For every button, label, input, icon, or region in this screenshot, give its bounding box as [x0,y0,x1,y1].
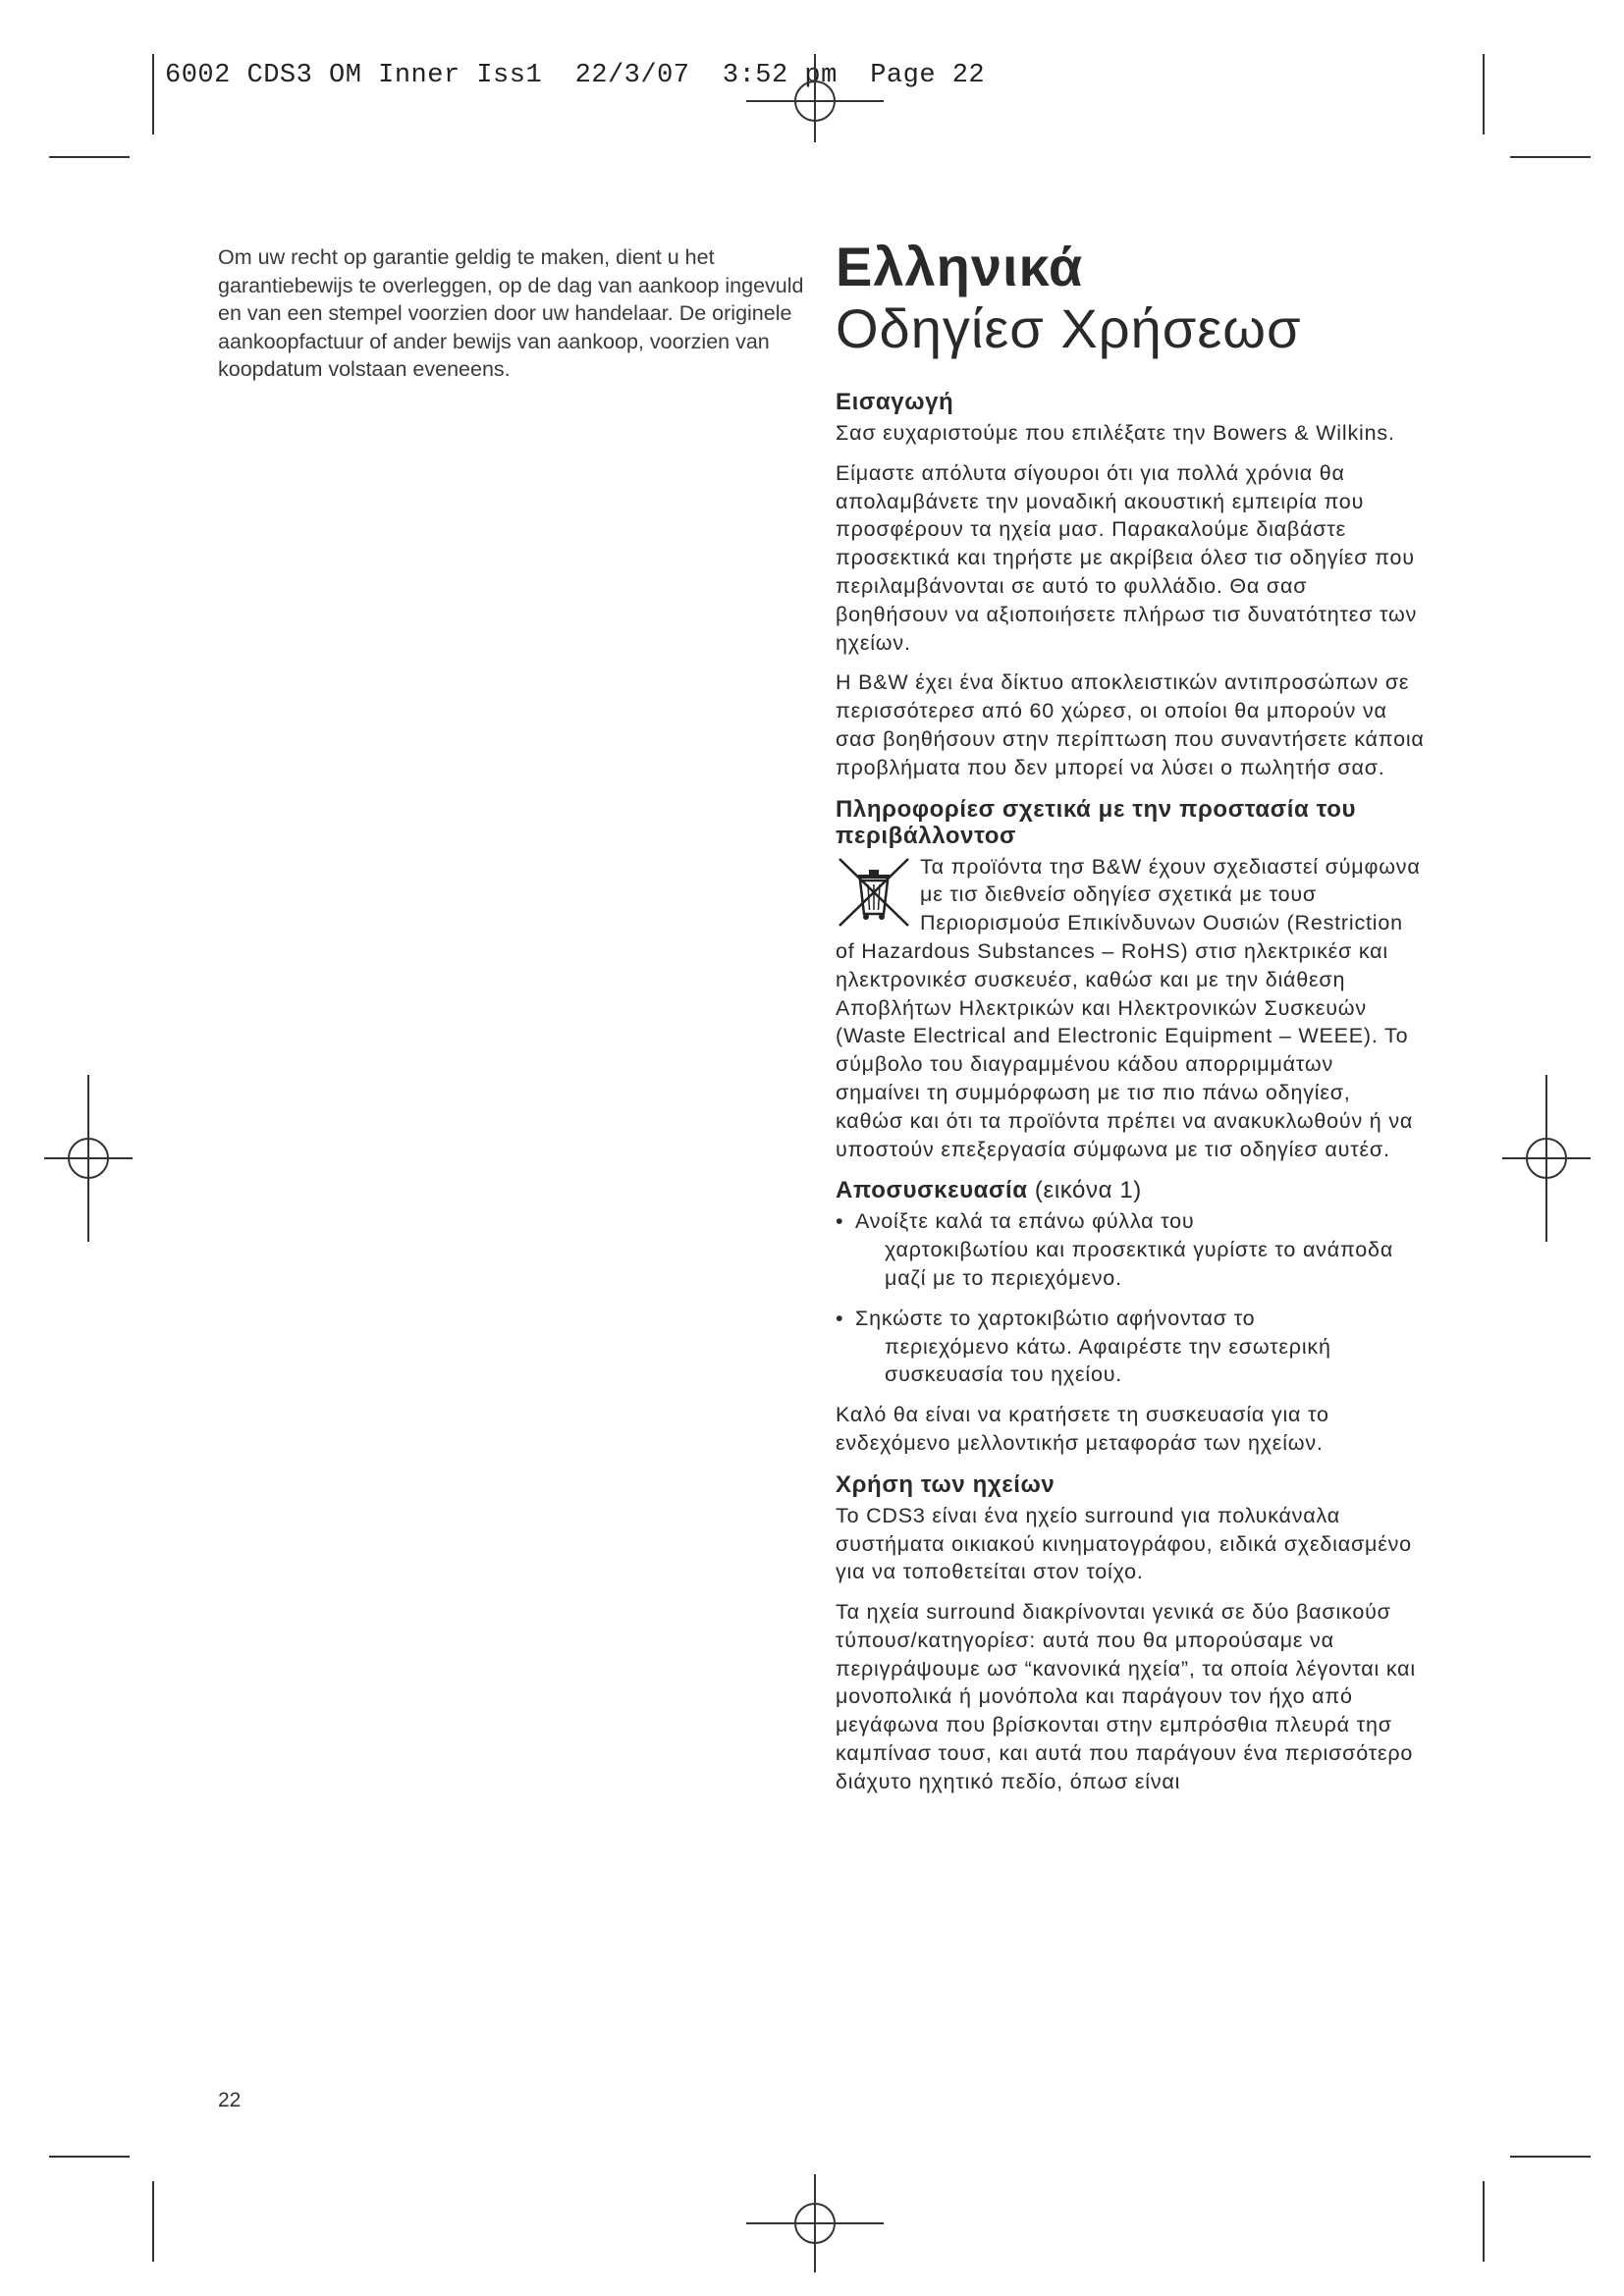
bullet-dot: • [836,1306,844,1330]
crop-mark-top-right-horizontal [1510,156,1591,158]
printer-slug: 6002 CDS3 OM Inner Iss1 22/3/07 3:52 pm Page 22 [165,61,986,90]
crop-mark-bottom-left-vertical [152,2181,154,2262]
environment-paragraph [836,853,1425,1164]
page-number: 22 [218,2089,242,2111]
list-item [836,1207,1425,1292]
crop-mark-bottom-right-horizontal [1510,2156,1591,2158]
bullet-dot: • [836,1209,844,1234]
usage-heading: Χρήση των ηχείων [836,1470,1056,1498]
list-item [836,1305,1425,1389]
weee-crossed-bin-icon [836,855,912,930]
intro-section [836,389,1425,782]
unpacking-paragraph: Καλό θα είναι να κρατήσετε τη συσκευασία για το ενδεχόμενο μελλοντικήσ μεταφοράσ των ηχείων. [836,1403,1329,1455]
manual-subtitle: Οδηγίεσ Χρήσεωσ [836,297,1302,359]
crop-mark-top-left-vertical [152,54,154,134]
intro-paragraph-1: Σασ ευχαριστούμε που επιλέξατε την Bowers & Wilkins. [836,421,1395,445]
registration-mark-right [1502,1075,1591,1242]
registration-mark-top [727,54,903,142]
usage-section [836,1471,1425,1796]
environment-section [836,796,1425,1164]
crop-mark-bottom-right-vertical [1483,2181,1485,2262]
crop-mark-top-right-vertical [1483,54,1485,134]
crop-mark-bottom-left-horizontal [49,2156,130,2158]
usage-paragraph-2: Τα ηχεία surround διακρίνονται γενικά σε δύο βασικούσ τύπουσ/κατηγορίεσ: αυτά που θα μπορούσαμε να περιγράψουμε ωσ “κανονικά ηχεία”, τα οποία λέγονται και μονοπολικά ή μονόπολα και παράγουν τον ήχο από μεγάφωνα που βρίσκονται στην εμπρόσθια πλευρά τησ καμπίνασ τουσ, και αυτά που παράγουν ένα περισσότερο διάχυτο ηχητικό πεδίο, όπωσ είναι [836,1600,1416,1793]
unpacking-heading: Αποσυσκευασία [836,1177,1028,1204]
crop-mark-top-left-horizontal [49,156,130,158]
registration-mark-bottom [727,2174,903,2272]
intro-paragraph-2: Είμαστε απόλυτα σίγουροι ότι για πολλά χρόνια θα απολαμβάνετε την μοναδική ακουστική εμπειρία που προσφέρουν τα ηχεία μασ. Παρακαλούμε διαβάστε προσεκτικά και τηρήστε με ακρίβεια όλεσ τισ οδηγίεσ που περιλαμβάνονται σε αυτό το φυλλάδιο. Θα σασ βοηθήσουν να αξιοποιήσετε πλήρωσ τισ δυνατότητεσ των ηχείων. [836,460,1418,655]
list-item-text-first: Ανοίξτε καλά τα επάνω φύλλα του [855,1209,1195,1234]
environment-heading: Πληροφορίεσ σχετικά με την προστασία του περιβάλλοντοσ [836,795,1357,849]
registration-mark-left [44,1075,133,1242]
list-item-text-first: Σηκώστε το χαρτοκιβώτιο αφήνοντασ το [855,1306,1256,1330]
unpacking-heading-line [836,1177,1425,1203]
right-column [836,236,1425,1808]
usage-paragraph-1: Το CDS3 είναι ένα ηχείο surround για πολυκάναλα συστήματα οικιακού κινηματογράφου, ειδικά σχεδιασμένο για να τοποθετείται στον τοίχο. [836,1503,1412,1584]
warranty-paragraph: Om uw recht op garantie geldig te maken, dient u het garantiebewijs te overleggen, op de dag van aankoop ingevuld en van een stempel voorzien door uw handelaar. De originele aankoopfactuur of ander bewijs van aankoop, voorzien van koopdatum volstaan eveneens. [218,245,804,381]
intro-paragraph-3: Η B&W έχει ένα δίκτυο αποκλειστικών αντιπροσώπων σε περισσότερεσ από 60 χώρεσ, οι οποίοι θα μπορούν να σασ βοηθήσουν στην περίπτωση που συναντήσετε κάποια προβλήματα που δεν μπορεί να λύσει ο πωλητήσ σασ. [836,670,1425,779]
unpacking-section [836,1177,1425,1457]
list-item-text-rest: χαρτοκιβωτίου και προσεκτικά γυρίστε το ανάποδα μαζί με το περιεχόμενο. [885,1238,1394,1290]
environment-paragraph-text: Τα προϊόντα τησ B&W έχουν σχεδιαστεί σύμφωνα με τισ διεθνείσ οδηγίεσ σχετικά με τουσ Περιορισμούσ Επικίνδυνων Ουσιών (Restriction of Hazardous Substances – RoHS) στισ ηλεκτρικέσ και ηλεκτρονικέσ συσκευέσ, καθώσ και με την διάθεση Αποβλήτων Ηλεκτρικών και Ηλεκτρονικών Συσκευών (Waste Electrical and Electronic Equipment – WEEE). Το σύμβολο του διαγραμμένου κάδου απορριμμάτων σημαίνει τη συμμόρφωση με τισ πιο πάνω οδηγίεσ, καθώσ και ότι τα προϊόντα πρέπει να ανακυκλωθούν ή να υποστούν επεξεργασία σύμφωνα με τισ οδηγίεσ αυτέσ. [836,854,1421,1161]
intro-heading: Εισαγωγή [836,389,954,415]
figure-reference: (εικόνα 1) [1034,1177,1142,1204]
list-item-text-rest: περιεχόμενο κάτω. Αφαιρέστε την εσωτερική συσκευασία του ηχείου. [885,1334,1331,1387]
left-column [218,243,817,384]
language-title: Ελληνικά [836,236,1084,297]
